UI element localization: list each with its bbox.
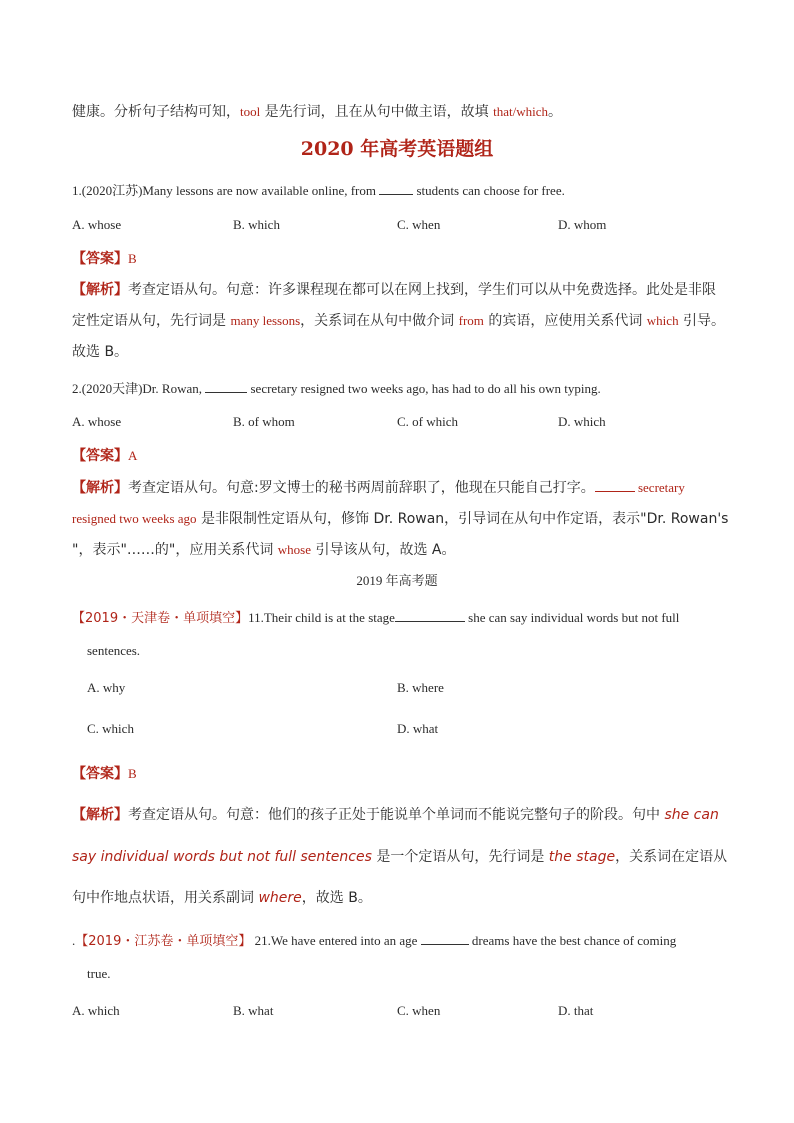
q4-option-a: A. which bbox=[72, 1003, 120, 1018]
q4-dot: . bbox=[72, 933, 76, 948]
intro-end: 。 bbox=[548, 104, 563, 120]
q2-analysis-3a: "，表示"……的"，应用关系代词 bbox=[72, 542, 278, 558]
q1-analysis-2f: which bbox=[646, 313, 679, 328]
q3-stem-cont: sentences. bbox=[87, 643, 141, 658]
q1-analysis-line1 bbox=[72, 279, 716, 299]
intro-text-2: 是先行词，且在从句中做主语，故填 bbox=[260, 104, 494, 120]
q2-analysis-tag: 【解析】 bbox=[72, 480, 128, 496]
q2-option-d: D. which bbox=[558, 414, 606, 429]
section-subtitle: 2019 年高考题 bbox=[356, 573, 438, 588]
q4-blank bbox=[421, 934, 469, 945]
q2-answer-tag: 【答案】 bbox=[72, 448, 128, 464]
q1-stem bbox=[72, 180, 565, 199]
q3-analysis-line1 bbox=[72, 804, 719, 824]
q3-answer-tag: 【答案】 bbox=[72, 766, 128, 782]
q3-answer-value: B bbox=[128, 766, 137, 781]
q1-blank bbox=[379, 184, 413, 195]
q2-analysis-1a: 考查定语从句。句意:罗文博士的秘书两周前辞职了，他现在只能自己打字。 bbox=[128, 480, 595, 496]
q1-analysis-2d: from bbox=[458, 313, 484, 328]
q3-option-b: B. where bbox=[397, 680, 444, 695]
q3-analysis-tag: 【解析】 bbox=[72, 807, 128, 823]
q1-answer-value: B bbox=[128, 251, 137, 266]
q1-answer-tag: 【答案】 bbox=[72, 251, 128, 267]
q1-option-a: A. whose bbox=[72, 217, 122, 232]
q1-analysis-tag: 【解析】 bbox=[72, 282, 128, 298]
q3-source: 【2019・天津卷・单项填空】 bbox=[72, 611, 249, 626]
q1-analysis-line2 bbox=[72, 310, 725, 330]
q2-analysis-2b: 是非限制性定语从句，修饰 Dr. Rowan，引导词在从句中作定语，表示"Dr. Rowan's bbox=[196, 511, 729, 527]
q3-answer bbox=[72, 763, 137, 783]
q1-analysis-2a: 定性定语从句，先行词是 bbox=[72, 313, 231, 329]
q3-analysis-3a: 句中作地点状语，用关系副词 bbox=[72, 890, 259, 906]
q3-analysis-line3 bbox=[72, 887, 372, 907]
q3-option-c: C. which bbox=[87, 721, 134, 736]
q2-analysis-line2 bbox=[72, 508, 728, 528]
q2-answer-value: A bbox=[128, 448, 138, 463]
q2-option-c: C. of which bbox=[397, 414, 459, 429]
q2-analysis-1b: secretary bbox=[634, 480, 685, 495]
q3-analysis-3b: where bbox=[258, 890, 302, 906]
q3-stem-a: 11.Their child is at the stage bbox=[248, 610, 395, 625]
q1-stem-a: 1.(2020江苏)Many lessons are now available online, from bbox=[72, 183, 380, 198]
q2-stem bbox=[72, 378, 601, 397]
q3-analysis-1a: 考查定语从句。句意：他们的孩子正处于能说单个单词而不能说完整句子的阶段。句中 bbox=[128, 807, 665, 823]
q4-stem bbox=[72, 930, 676, 949]
q2-analysis-3b: whose bbox=[277, 542, 311, 557]
q2-stem-b: secretary resigned two weeks ago, has had to do all his own typing. bbox=[247, 381, 601, 396]
q4-stem-cont: true. bbox=[87, 966, 111, 981]
q1-option-c: C. when bbox=[397, 217, 441, 232]
q4-stem-b: dreams have the best chance of coming bbox=[468, 933, 677, 948]
q2-analysis-3c: 引导该从句，故选 A。 bbox=[311, 542, 456, 558]
q1-analysis-2e: 的宾语，应使用关系代词 bbox=[483, 313, 647, 329]
q2-option-b: B. of whom bbox=[233, 414, 295, 429]
q4-source: 【2019・江苏卷・单项填空】 bbox=[75, 934, 252, 949]
q1-analysis-text: 考查定语从句。句意：许多课程现在都可以在网上找到，学生们可以从中免费选择。此处是非限 bbox=[128, 282, 716, 298]
q1-stem-b: students can choose for free. bbox=[413, 183, 565, 198]
intro-tool: tool bbox=[240, 104, 261, 119]
q1-analysis-2g: 引导。 bbox=[678, 313, 726, 329]
q3-analysis-2b: 是一个定语从句，先行词是 bbox=[371, 849, 549, 865]
q4-option-d: D. that bbox=[558, 1003, 594, 1018]
q1-option-b: B. which bbox=[233, 217, 280, 232]
q2-stem-a: 2.(2020天津)Dr. Rowan, bbox=[72, 381, 206, 396]
q2-option-a: A. whose bbox=[72, 414, 122, 429]
q3-stem bbox=[72, 607, 679, 626]
q3-analysis-2a: say individual words but not full sentences bbox=[72, 849, 372, 865]
q3-stem-b: she can say individual words but not full bbox=[464, 610, 680, 625]
q3-analysis-3c: ，故选 B。 bbox=[301, 890, 372, 906]
q3-analysis-line2 bbox=[72, 846, 727, 866]
q2-analysis-line1 bbox=[72, 477, 685, 497]
q3-analysis-2c: the stage bbox=[548, 849, 616, 865]
q1-answer bbox=[72, 248, 137, 268]
q4-option-c: C. when bbox=[397, 1003, 441, 1018]
intro-text: 健康。分析句子结构可知， bbox=[72, 104, 240, 120]
q3-option-a: A. why bbox=[87, 680, 126, 695]
intro-line bbox=[72, 101, 562, 121]
q2-blank bbox=[205, 382, 247, 393]
q3-blank bbox=[395, 611, 465, 622]
q2-analysis-line3 bbox=[72, 539, 455, 559]
intro-answer: that/which bbox=[493, 104, 549, 119]
q2-analysis-blank bbox=[595, 481, 635, 492]
q4-stem-a: 21.We have entered into an age bbox=[251, 933, 421, 948]
q3-analysis-1b: she can bbox=[664, 807, 719, 823]
q3-analysis-2d: ，关系词在定语从 bbox=[615, 849, 728, 865]
page-title: 2020 年高考英语题组 bbox=[300, 138, 494, 160]
q2-analysis-2a: resigned two weeks ago bbox=[72, 511, 197, 526]
q1-option-d: D. whom bbox=[558, 217, 607, 232]
q1-analysis-2c: ，关系词在从句中做介词 bbox=[300, 313, 459, 329]
q4-option-b: B. what bbox=[233, 1003, 274, 1018]
q3-option-d: D. what bbox=[397, 721, 439, 736]
q1-analysis-2b: many lessons bbox=[230, 313, 301, 328]
q1-analysis-line3: 故选 B。 bbox=[72, 344, 129, 360]
q2-answer bbox=[72, 445, 137, 465]
